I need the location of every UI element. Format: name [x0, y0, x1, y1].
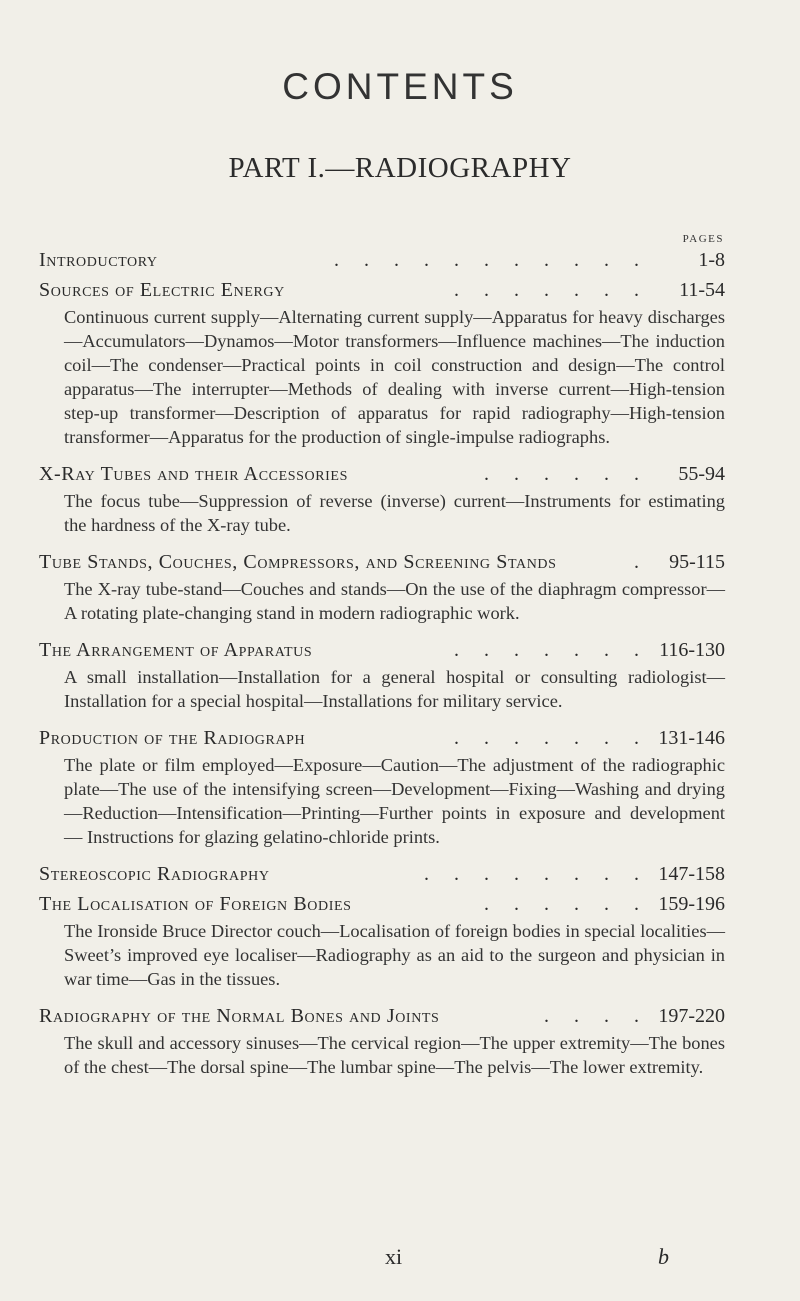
toc-entry-xray-tubes [39, 461, 725, 537]
entry-heading: The Arrangement of Apparatus [39, 639, 313, 661]
leader-dots: . . . . . . . [454, 279, 649, 301]
toc-entry-introductory [39, 247, 725, 273]
toc-line [39, 1003, 725, 1029]
toc-entry-arrangement [39, 637, 725, 713]
toc-line [39, 891, 725, 917]
page-folio: xi [385, 1244, 403, 1269]
entry-heading: Production of the Radiograph [39, 727, 306, 749]
toc-entry-sources [39, 277, 725, 449]
entry-pages: 197-220 [658, 1005, 725, 1027]
entry-heading: Radiography of the Normal Bones and Joints [39, 1005, 440, 1027]
entry-heading: Sources of Electric Energy [39, 279, 285, 301]
entry-description: The Ironside Bruce Director couch—Localisation of foreign bodies in special localities—Sweet’s improved eye localiser—Radiography as an aid to the surgeon and physician in war time—Gas in the tissues. [64, 921, 725, 989]
leader-dots: . . . . . . [484, 463, 649, 485]
entry-pages: 131-146 [658, 727, 725, 749]
toc-entry-stereoscopic [39, 861, 725, 887]
toc-line [39, 725, 725, 751]
entry-pages: 116-130 [659, 639, 725, 661]
part-heading: PART I.—RADIOGRAPHY [228, 152, 572, 184]
leader-dots: . . . . . . . [454, 727, 649, 749]
toc-line [39, 247, 725, 273]
page-footer [0, 1244, 800, 1274]
entry-description: A small installation—Installation for a general hospital or consulting radiologist—Installation for a special hospital—Installations for military service. [64, 667, 725, 711]
entry-description: The X-ray tube-stand—Couches and stands—On the use of the diaphragm compressor—A rotating plate-changing stand in modern radiographic work. [64, 579, 725, 623]
contents-title: CONTENTS [282, 66, 518, 107]
entry-pages: 95-115 [669, 551, 725, 573]
signature-mark: b [658, 1244, 669, 1269]
entry-heading: Stereoscopic Radiography [39, 863, 270, 885]
entry-pages: 147-158 [658, 863, 725, 885]
toc-line [39, 277, 725, 303]
leader-dots: . . . . . . . . [424, 863, 649, 885]
entry-description: The skull and accessory sinuses—The cervical region—The upper extremity—The bones of the chest—The dorsal spine—The lumbar spine—The pelvis—The lower extremity. [64, 1033, 725, 1077]
entry-pages: 55-94 [678, 463, 725, 485]
leader-dots: . . . . . . . . . . . [334, 249, 649, 271]
entry-pages: 159-196 [658, 893, 725, 915]
entry-heading: X-Ray Tubes and their Accessories [39, 463, 348, 485]
entry-heading: Introductory [39, 249, 158, 271]
toc-entry-localisation [39, 891, 725, 991]
toc-line [39, 549, 725, 575]
leader-dots: . . . . [544, 1005, 649, 1027]
toc-entry-tube-stands [39, 549, 725, 625]
toc-line [39, 861, 725, 887]
entry-heading: Tube Stands, Couches, Compressors, and Screening Stands [39, 551, 557, 573]
toc-entry-production [39, 725, 725, 849]
entry-pages: 1-8 [698, 249, 725, 271]
leader-dots: . [634, 551, 649, 573]
entry-description: The focus tube—Suppression of reverse (inverse) current—Instruments for estimating the hardness of the X-ray tube. [64, 491, 725, 535]
pages-column-label: PAGES [682, 233, 724, 245]
leader-dots: . . . . . . . [454, 639, 649, 661]
entry-pages: 11-54 [679, 279, 725, 301]
entry-description: Continuous current supply—Alternating current supply—Apparatus for heavy discharges—Accumulators—Dynamos—Motor transformers—Influence machines—The induction coil—The condenser—Practical points in coil construction and design—The control apparatus—The interrupter—Methods of dealing with inverse current—High-tension step-up transformer—Description of apparatus for rapid radiography—High-tension transformer—Apparatus for the production of single-impulse radiographs. [64, 307, 725, 447]
leader-dots: . . . . . . [484, 893, 649, 915]
toc-entry-normal-bones [39, 1003, 725, 1079]
entry-description: The plate or film employed—Exposure—Caution—The adjustment of the radiographic plate—The use of the intensifying screen—Development—Fixing—Washing and drying—Reduction—Intensification—Printing—Further points in exposure and development — Instructions for glazing gelatino-chloride prints. [64, 755, 725, 847]
table-of-contents [39, 247, 725, 1091]
toc-line [39, 637, 725, 663]
toc-line [39, 461, 725, 487]
entry-heading: The Localisation of Foreign Bodies [39, 893, 352, 915]
